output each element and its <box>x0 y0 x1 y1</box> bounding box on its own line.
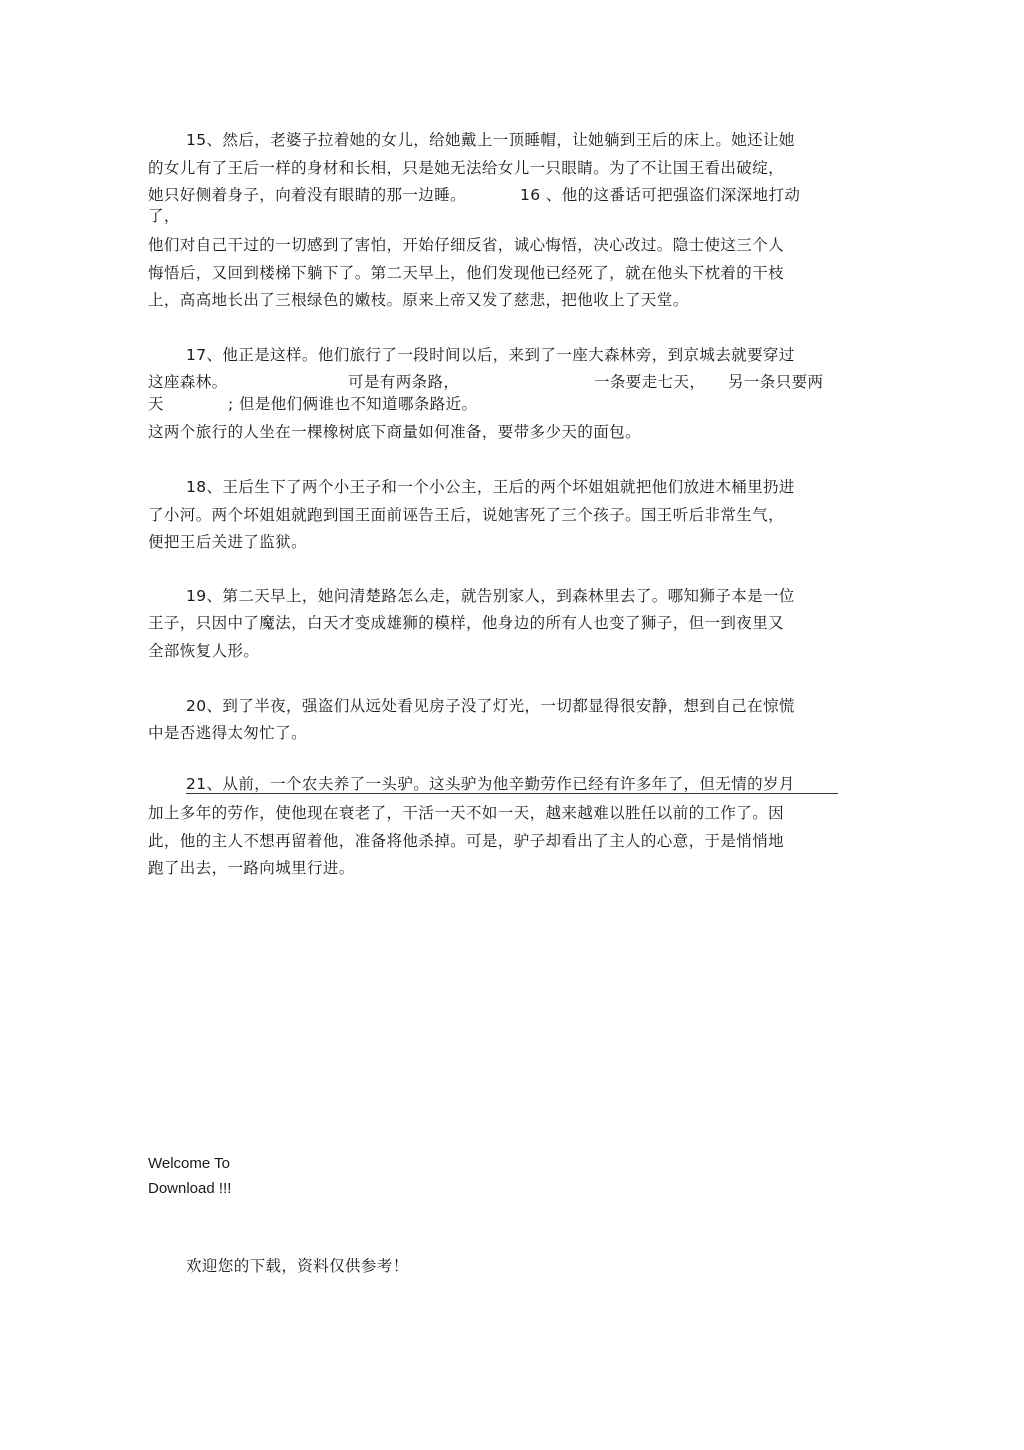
para-18-line-3: 便把王后关进了监狱。 <box>148 533 308 551</box>
para-18-line-2: 了小河。两个坏姐姐就跑到国王面前诬告王后，说她害死了三个孩子。国王听后非常生气， <box>148 506 785 524</box>
para-17-line-2c: 一条要走七天， <box>594 373 706 391</box>
para-17-line-4: 这两个旅行的人坐在一棵橡树底下商量如何准备，要带多少天的面包。 <box>148 423 641 441</box>
thanks-note: 欢迎您的下载，资料仅供参考！ <box>186 1257 409 1275</box>
para-21-line-2: 加上多年的劳作，使他现在衰老了，干活一天不如一天，越来越难以胜任以前的工作了。因 <box>148 804 785 822</box>
para-15-line-3: 她只好侧着身子，向着没有眼睛的那一边睡。 <box>148 186 467 204</box>
para-16-start: 16 、他的这番话可把强盗们深深地打动 <box>520 186 801 204</box>
para-21-line-4: 跑了出去，一路向城里行进。 <box>148 859 355 877</box>
para-19-line-1: 19、第二天早上，她问清楚路怎么走，就告别家人，到森林里去了。哪知狮子本是一位 <box>186 587 795 605</box>
para-18-line-1: 18、王后生下了两个小王子和一个小公主，王后的两个坏姐姐就把他们放进木桶里扔进 <box>186 478 795 496</box>
para-20-line-1: 20、到了半夜，强盗们从远处看见房子没了灯光，一切都显得很安静，想到自己在惊慌 <box>186 697 795 715</box>
para-19-line-3: 全部恢复人形。 <box>148 642 260 660</box>
para-20-line-2: 中是否逃得太匆忙了。 <box>148 724 308 742</box>
para-15-line-2: 的女儿有了王后一样的身材和长相，只是她无法给女儿一只眼睛。为了不让国王看出破绽， <box>148 159 785 177</box>
para-16-line-1: 他们对自己干过的一切感到了害怕，开始仔细反省，诚心悔悟，决心改过。隐士使这三个人 <box>148 236 785 254</box>
para-17-line-3b: ; 但是他们俩谁也不知道哪条路近。 <box>228 395 478 413</box>
para-17-line-1: 17、他正是这样。他们旅行了一段时间以后，来到了一座大森林旁，到京城去就要穿过 <box>186 346 795 364</box>
para-16-line-0: 了， <box>148 207 180 225</box>
para-16-line-3: 上，高高地长出了三根绿色的嫩枝。原来上帝又发了慈悲，把他收上了天堂。 <box>148 291 689 309</box>
welcome-line-1: Welcome To <box>148 1155 230 1172</box>
para-17-line-2b: 可是有两条路， <box>348 373 460 391</box>
underline-rule <box>186 793 838 794</box>
para-15-line-1: 15、然后，老婆子拉着她的女儿，给她戴上一顶睡帽，让她躺到王后的床上。她还让她 <box>186 131 795 149</box>
welcome-line-2: Download !!! <box>148 1180 232 1197</box>
para-16-line-2: 悔悟后，又回到楼梯下躺下了。第二天早上，他们发现他已经死了，就在他头下枕着的干枝 <box>148 264 785 282</box>
para-17-line-3a: 天 <box>148 395 164 413</box>
para-17-line-2a: 这座森林。 <box>148 373 228 391</box>
para-21-line-1: 21、从前，一个农夫养了一头驴。这头驴为他辛勤劳作已经有许多年了，但无情的岁月 <box>186 775 795 793</box>
para-21-line-3: 此，他的主人不想再留着他，准备将他杀掉。可是，驴子却看出了主人的心意，于是悄悄地 <box>148 832 785 850</box>
para-17-line-2d: 另一条只要两 <box>728 373 824 391</box>
para-19-line-2: 王子，只因中了魔法，白天才变成雄狮的模样，他身边的所有人也变了狮子，但一到夜里又 <box>148 614 785 632</box>
